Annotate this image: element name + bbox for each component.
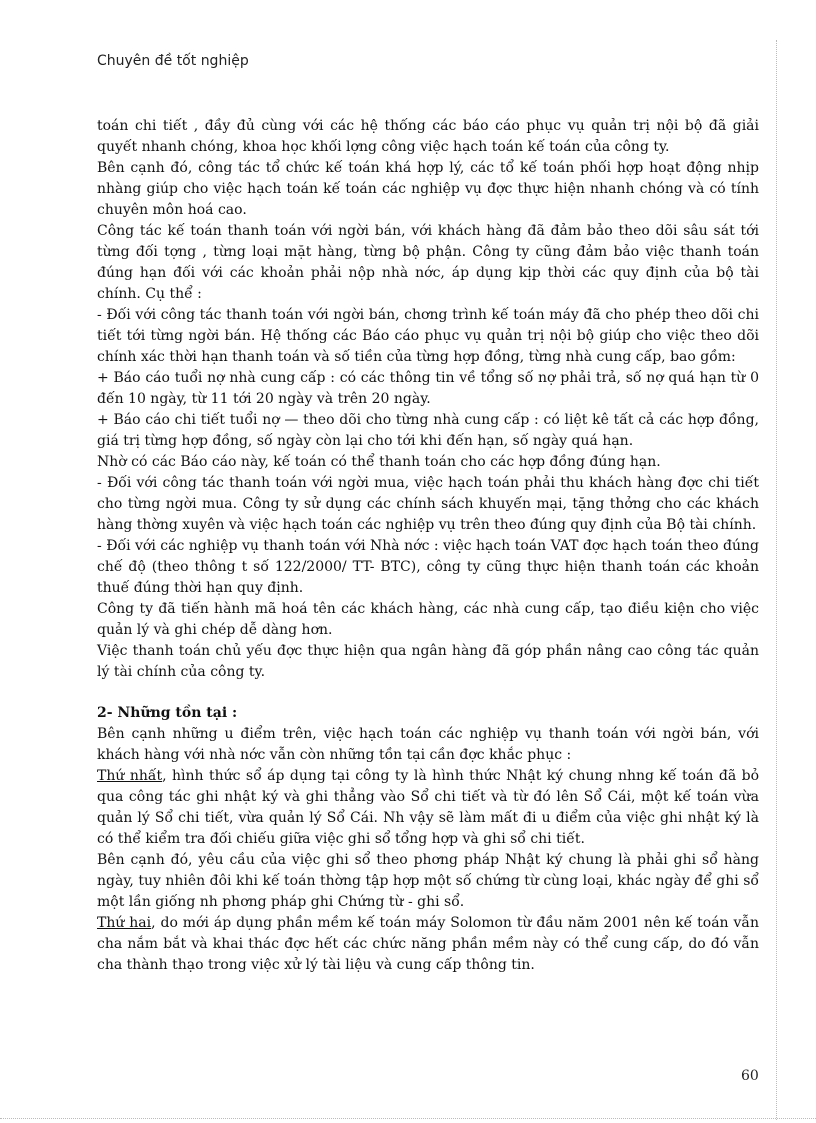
paragraph: Công tác kế toán thanh toán với ngời bán, với khách hàng đã đảm bảo theo dõi sâu sát tới từng đối tợng , từng loại mặt hàng, từng bộ phận. Công ty cũng đảm bảo việc thanh toán đúng hạn đối với các khoản phải nộp nhà nớc, áp dụng kịp thời các quy định của bộ tài chính. Cụ thể : — [97, 223, 759, 302]
paragraph: Việc thanh toán chủ yếu đợc thực hiện qua ngân hàng đã góp phần nâng cao công tác quản lý tài chính của công ty. — [97, 643, 759, 680]
page-header-title: Chuyên đề tốt nghiệp — [97, 53, 249, 69]
paragraph: Bên cạnh đó, công tác tổ chức kế toán khá hợp lý, các tổ kế toán phối hợp hoạt động nhịp nhàng giúp cho việc hạch toán kế toán các nghiệp vụ đợc thực hiện nhanh chóng và có tính chuyên môn hoá cao. — [97, 160, 759, 218]
paragraph: - Đối với công tác thanh toán với ngời mua, việc hạch toán phải thu khách hàng đợc chi tiết cho từng ngời mua. Công ty sử dụng các chính sách khuyến mại, tặng thởng cho các khách hàng thờng xuyên và việc hạch toán các nghiệp vụ trên theo đúng quy định của Bộ tài chính. — [97, 475, 759, 533]
paragraph: - Đối với các nghiệp vụ thanh toán với Nhà nớc : việc hạch toán VAT đợc hạch toán theo đúng chế độ (theo thông t số 122/2000/ TT- BTC), công ty cũng thực hiện thanh toán các khoản thuế đúng thời hạn quy định. — [97, 538, 759, 596]
paragraph — [97, 913, 759, 976]
paragraph: Nhờ có các Báo cáo này, kế toán có thể thanh toán cho các hợp đồng đúng hạn. — [97, 454, 661, 470]
paragraph-text: , hình thức sổ áp dụng tại công ty là hình thức Nhật ký chung nhng kế toán đã bỏ qua công tác ghi nhật ký và ghi thẳng vào Sổ chi tiết và từ đó lên Sổ Cái, một kế toán vừa quản lý Sổ chi tiết, vừa quản lý Sổ Cái. Nh vậy sẽ làm mất đi u điểm của việc ghi nhật ký là có thể kiểm tra đối chiếu giữa việc ghi sổ tổng hợp và ghi sổ chi tiết. — [97, 768, 760, 847]
page-right-border — [776, 40, 777, 1120]
page-bottom-border — [0, 1118, 816, 1119]
page-number: 60 — [741, 1068, 759, 1084]
document-body — [97, 116, 759, 976]
paragraph: Công ty đã tiến hành mã hoá tên các khách hàng, các nhà cung cấp, tạo điều kiện cho việc quản lý và ghi chép dễ dàng hơn. — [97, 601, 759, 638]
paragraph — [97, 766, 759, 850]
paragraph: toán chi tiết , đầy đủ cùng với các hệ thống các báo cáo phục vụ quản trị nội bộ đã giải quyết nhanh chóng, khoa học khối lợng công việc hạch toán kế toán của công ty. — [97, 118, 759, 155]
paragraph-text: , do mới áp dụng phần mềm kế toán máy Solomon từ đầu năm 2001 nên kế toán vẫn cha nắm bắt và khai thác đợc hết các chức năng phần mềm này có thể cung cấp, do đó vẫn cha thành thạo trong việc xử lý tài liệu và cung cấp thông tin. — [97, 915, 759, 973]
paragraph: Bên cạnh những u điểm trên, việc hạch toán các nghiệp vụ thanh toán với ngời bán, với khách hàng với nhà nớc vẫn còn những tồn tại cần đợc khắc phục : — [97, 726, 759, 763]
paragraph: - Đối với công tác thanh toán với ngời bán, chơng trình kế toán máy đã cho phép theo dõi chi tiết tới từng ngời bán. Hệ thống các Báo cáo phục vụ quản trị nội bộ giúp cho việc theo dõi chính xác thời hạn thanh toán và số tiền của từng hợp đồng, từng nhà cung cấp, bao gồm: — [97, 307, 759, 365]
paragraph: + Báo cáo tuổi nợ nhà cung cấp : có các thông tin về tổng số nợ phải trả, số nợ quá hạn từ 0 đến 10 ngày, từ 11 tới 20 ngày và trên 20 ngày. — [97, 370, 759, 407]
paragraph: + Báo cáo chi tiết tuổi nợ — theo dõi cho từng nhà cung cấp : có liệt kê tất cả các hợp đồng, giá trị từng hợp đồng, số ngày còn lại cho tới khi đến hạn, số ngày quá hạn. — [97, 412, 759, 449]
paragraph: Bên cạnh đó, yêu cầu của việc ghi sổ theo phơng pháp Nhật ký chung là phải ghi sổ hàng ngày, tuy nhiên đôi khi kế toán thờng tập hợp một số chứng từ cùng loại, khác ngày để ghi sổ một lần giống nh phơng pháp ghi Chứng từ - ghi sổ. — [97, 852, 759, 910]
section-spacer — [97, 683, 759, 703]
paragraph-lead: Thứ nhất — [97, 768, 163, 784]
paragraph-lead: Thứ hai — [97, 915, 152, 931]
section-heading: 2- Những tồn tại : — [97, 705, 238, 721]
